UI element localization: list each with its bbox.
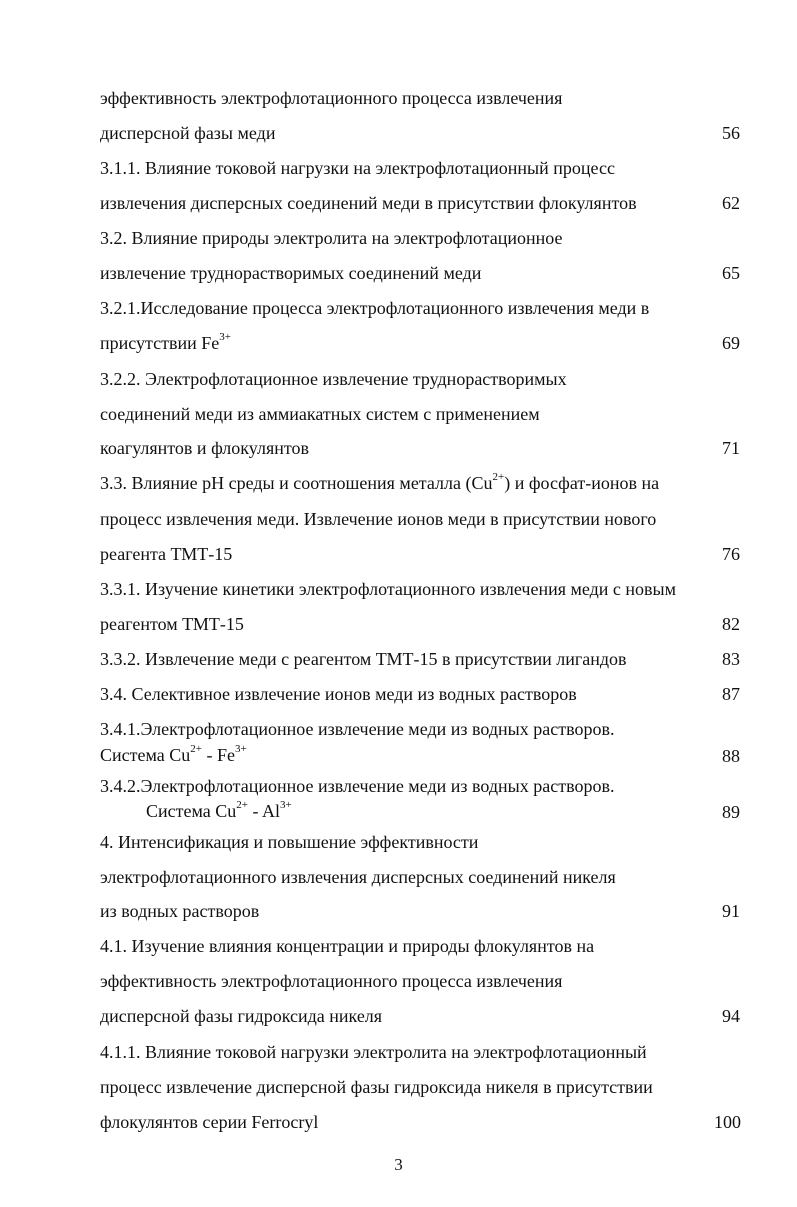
toc-line: 3.4. Селективное извлечение ионов меди из водных растворов — [100, 684, 577, 704]
toc-line: дисперсной фазы меди — [100, 123, 276, 143]
toc-page-number: 83 — [722, 649, 740, 669]
toc-text: ) и фосфат-ионов на — [504, 473, 660, 493]
toc-page-number: 100 — [714, 1112, 741, 1132]
toc-page-number: 69 — [722, 333, 740, 353]
toc-page-number: 87 — [722, 684, 740, 704]
toc-line — [100, 332, 231, 354]
toc-line: дисперсной фазы гидроксида никеля — [100, 1006, 383, 1026]
toc-line: эффективность электрофлотационного процесса извлечения — [100, 971, 563, 991]
toc-line: 3.3.1. Изучение кинетики электрофлотационного извлечения меди с новым — [100, 579, 677, 599]
toc-text: - Al — [247, 801, 280, 821]
toc-line: эффективность электрофлотационного процесса извлечения — [100, 88, 563, 108]
toc-line: реагентом ТМТ-15 — [100, 614, 244, 634]
superscript: 3+ — [234, 743, 247, 755]
toc-text: Система Cu — [146, 801, 237, 821]
footer-page-number: 3 — [394, 1155, 403, 1174]
toc-line: 3.2. Влияние природы электролита на электрофлотационное — [100, 228, 563, 248]
toc-page-number: 94 — [722, 1006, 740, 1026]
superscript: 2+ — [492, 471, 505, 483]
toc-page-number: 88 — [722, 746, 740, 766]
superscript: 2+ — [190, 743, 202, 755]
toc-line: извлечение труднорастворимых соединений меди — [100, 263, 482, 283]
toc-text: 3.3. Влияние pH среды и соотношения металла (Cu — [100, 473, 493, 493]
toc-line: процесс извлечение дисперсной фазы гидроксида никеля в присутствии — [100, 1077, 653, 1097]
toc-page-number: 56 — [722, 123, 740, 143]
toc-line: соединений меди из аммиакатных систем с применением — [100, 404, 540, 424]
toc-line: 3.4.2.Электрофлотационное извлечение меди из водных растворов. — [100, 776, 615, 796]
toc-line: 3.4.1.Электрофлотационное извлечение меди из водных растворов. — [100, 719, 615, 739]
toc-page-number: 71 — [722, 438, 740, 458]
toc-page-number: 76 — [722, 544, 740, 564]
toc-line: электрофлотационного извлечения дисперсных соединений никеля — [100, 867, 616, 887]
toc-line: флокулянтов серии Ferrocryl — [100, 1112, 319, 1132]
toc-line: процесс извлечения меди. Извлечение ионов меди в присутствии нового — [100, 509, 657, 529]
toc-line: коагулянтов и флокулянтов — [100, 438, 309, 458]
toc-line: 3.3.2. Извлечение меди с реагентом ТМТ-15 в присутствии лигандов — [100, 649, 627, 669]
toc-text: Система Cu — [100, 745, 191, 765]
toc-line: 3.1.1. Влияние токовой нагрузки на электрофлотационный процесс — [100, 158, 615, 178]
toc-line — [100, 744, 247, 766]
superscript: 2+ — [236, 799, 248, 811]
toc-page-number: 91 — [722, 901, 740, 921]
toc-text: - Fe — [201, 745, 235, 765]
toc-line — [146, 800, 292, 822]
toc-line: 4.1.1. Влияние токовой нагрузки электролита на электрофлотационный — [100, 1042, 647, 1062]
toc-line: 3.2.2. Электрофлотационное извлечение труднорастворимых — [100, 369, 567, 389]
toc-line: извлечения дисперсных соединений меди в присутствии флокулянтов — [100, 193, 637, 213]
toc-line: из водных растворов — [100, 901, 260, 921]
superscript: 3+ — [279, 799, 292, 811]
superscript: 3+ — [219, 331, 231, 343]
toc-page-number: 82 — [722, 614, 740, 634]
toc-line: 4.1. Изучение влияния концентрации и природы флокулянтов на — [100, 936, 595, 956]
toc-line: 4. Интенсификация и повышение эффективности — [100, 832, 479, 852]
toc-page-number: 65 — [722, 263, 740, 283]
toc-page-number: 89 — [722, 802, 740, 822]
toc-line: 3.2.1.Исследование процесса электрофлотационного извлечения меди в — [100, 298, 650, 318]
toc-line: реагента ТМТ-15 — [100, 544, 233, 564]
toc-page-number: 62 — [722, 193, 740, 213]
toc-line — [100, 472, 659, 494]
toc-text: присутствии Fe — [100, 333, 220, 353]
